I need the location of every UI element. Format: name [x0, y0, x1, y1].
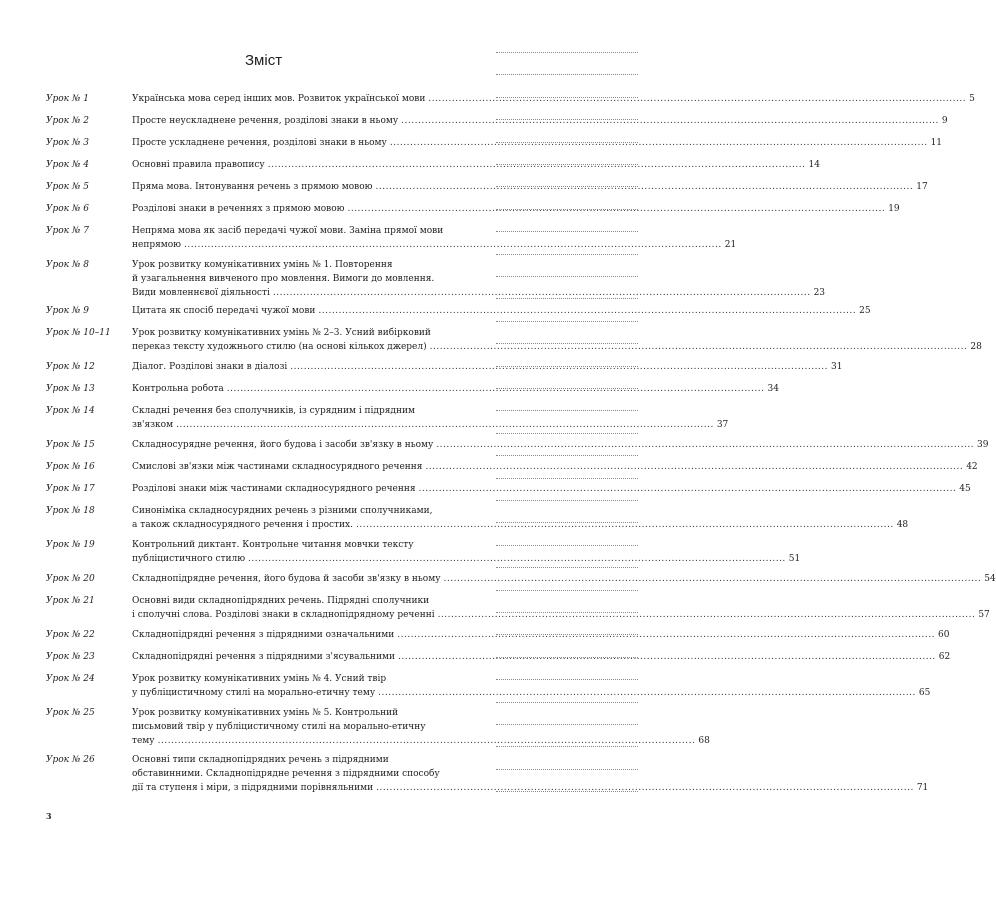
lesson-title-line: публіцистичного стилю ................................................................................................................................................................ 51 — [132, 554, 801, 564]
page-ref: 11 — [930, 138, 943, 148]
lesson-title-line: Урок розвитку комунікативних умінь № 5. Контрольний — [132, 708, 399, 718]
note-line — [496, 724, 638, 725]
lesson-title — [132, 572, 996, 586]
lesson-title-line: а також складносурядного речення і простих. ................................................................................................................................................................ 48 — [132, 520, 909, 530]
lesson-label: Урок № 17 — [46, 484, 95, 494]
dot-leader: ................................................................................................................................................................ — [184, 240, 722, 250]
page-ref: 19 — [888, 204, 900, 214]
lesson-title — [132, 326, 982, 354]
lesson-title-line: Синоніміка складносурядних речень з різними сполучниками, — [132, 506, 433, 516]
lesson-title-line: переказ тексту художнього стилю (на основі кількох джерел) ................................................................................................................................................................ 28 — [132, 342, 982, 352]
note-line — [496, 791, 638, 792]
lesson-title-line: письмовий твір у публіцистичному стилі на морально-етичну — [132, 722, 426, 732]
note-line — [496, 254, 638, 255]
dot-leader: ................................................................................................................................................................ — [418, 484, 957, 494]
page-ref: 57 — [978, 610, 990, 620]
page-ref: 62 — [938, 652, 951, 662]
note-line — [496, 455, 638, 456]
lesson-title — [132, 158, 820, 172]
note-line — [496, 679, 638, 680]
note-line — [496, 276, 638, 277]
page-number: 3 — [46, 811, 52, 821]
lesson-title — [132, 504, 909, 532]
lesson-label: Урок № 9 — [46, 306, 90, 316]
note-line — [496, 52, 638, 53]
lesson-title-line: зв'язком ................................................................................................................................................................ 37 — [132, 420, 729, 430]
dot-leader: ................................................................................................................................................................ — [355, 520, 894, 530]
lesson-title-line: Українська мова серед інших мов. Розвиток української мови ................................................................................................................................................................ 5 — [132, 94, 975, 104]
note-line — [496, 97, 638, 98]
dot-leader: ................................................................................................................................................................ — [401, 116, 939, 126]
lesson-title-line: непрямою ................................................................................................................................................................ 21 — [132, 240, 737, 250]
lesson-title-line: Просте неускладнене речення, розділові знаки в ньому ................................................................................................................................................................ 9 — [132, 116, 948, 126]
lesson-label: Урок № 18 — [46, 506, 95, 516]
dot-leader: ................................................................................................................................................................ — [318, 306, 857, 316]
lesson-title-line: і сполучні слова. Розділові знаки в складнопідрядному реченні ................................................................................................................................................................ 57 — [132, 610, 990, 620]
lesson-title — [132, 382, 779, 396]
lesson-title-line: Складнопідрядне речення, його будова й засоби зв'язку в ньому ................................................................................................................................................................ 54 — [132, 574, 996, 584]
lesson-label: Урок № 3 — [46, 138, 90, 148]
lesson-label: Урок № 13 — [46, 384, 95, 394]
lesson-title-line: й узагальнення вивченого про мовлення. Вимоги до мовлення. — [132, 274, 435, 284]
lesson-title — [132, 258, 826, 300]
note-line — [496, 769, 638, 770]
page-ref: 65 — [918, 688, 931, 698]
lesson-title-line: Основні правила правопису ................................................................................................................................................................ 14 — [132, 160, 820, 170]
lesson-title-line: Цитата як спосіб передачі чужої мови ................................................................................................................................................................ 25 — [132, 306, 871, 316]
lesson-label: Урок № 10–11 — [46, 328, 111, 338]
lesson-label: Урок № 15 — [46, 440, 95, 450]
lesson-title — [132, 202, 900, 216]
note-line — [496, 612, 638, 613]
page-ref: 25 — [859, 306, 871, 316]
lesson-label: Урок № 6 — [46, 204, 90, 214]
dot-leader: ................................................................................................................................................................ — [267, 160, 806, 170]
page-ref: 60 — [937, 630, 950, 640]
lesson-title — [132, 628, 950, 642]
note-line — [496, 388, 638, 389]
note-line — [496, 366, 638, 367]
lesson-label: Урок № 12 — [46, 362, 95, 372]
lesson-title — [132, 672, 931, 700]
note-line — [496, 209, 638, 210]
lesson-title-line: Контрольний диктант. Контрольне читання мовчки тексту — [132, 540, 414, 550]
dot-leader: ................................................................................................................................................................ — [226, 384, 765, 394]
note-line — [496, 74, 638, 75]
lesson-label: Урок № 7 — [46, 226, 90, 236]
dot-leader: ................................................................................................................................................................ — [248, 554, 786, 564]
notes-column — [496, 0, 644, 900]
dot-leader: ................................................................................................................................................................ — [272, 288, 811, 298]
note-line — [496, 231, 638, 232]
lesson-title-line: Урок розвитку комунікативних умінь № 1. Повторення — [132, 260, 393, 270]
lesson-title — [132, 360, 843, 374]
page-ref: 68 — [698, 736, 710, 746]
lesson-label: Урок № 14 — [46, 406, 95, 416]
page-ref: 17 — [916, 182, 928, 192]
dot-leader: ................................................................................................................................................................ — [398, 652, 936, 662]
lesson-label: Урок № 4 — [46, 160, 90, 170]
note-line — [496, 142, 638, 143]
note-line — [496, 545, 638, 546]
lesson-label: Урок № 25 — [46, 708, 95, 718]
lesson-title-line: Контрольна робота ................................................................................................................................................................ 34 — [132, 384, 779, 394]
note-line — [496, 567, 638, 568]
note-line — [496, 119, 638, 120]
dot-leader: ................................................................................................................................................................ — [347, 204, 886, 214]
page-title: Зміст — [245, 52, 283, 69]
page-ref: 51 — [788, 554, 801, 564]
lesson-title — [132, 438, 989, 452]
note-line — [496, 164, 638, 165]
page-ref: 39 — [977, 440, 989, 450]
lesson-title-line: Складнопідрядні речення з підрядними з'ясувальними ................................................................................................................................................................ 62 — [132, 652, 951, 662]
lesson-title-line: Основні типи складнопідрядних речень з підрядними — [132, 755, 389, 765]
lesson-label: Урок № 1 — [46, 94, 90, 104]
note-line — [496, 343, 638, 344]
lesson-label: Урок № 26 — [46, 755, 95, 765]
note-line — [496, 433, 638, 434]
lesson-title-line: Смислові зв'язки між частинами складносурядного речення ................................................................................................................................................................ 42 — [132, 462, 978, 472]
lesson-title-line: Урок розвитку комунікативних умінь № 2–3. Усний вибірковий — [132, 328, 431, 338]
page-ref: 23 — [813, 288, 826, 298]
page-ref: 34 — [767, 384, 779, 394]
lesson-title-line: Непряма мова як засіб передачі чужої мови. Заміна прямої мови — [132, 226, 444, 236]
note-line — [496, 634, 638, 635]
note-line — [496, 657, 638, 658]
lesson-label: Урок № 23 — [46, 652, 95, 662]
lesson-title-line: Урок розвитку комунікативних умінь № 4. Усний твір — [132, 674, 387, 684]
page-ref: 71 — [916, 783, 929, 793]
page-ref: 54 — [984, 574, 996, 584]
lesson-title-line: тему ................................................................................................................................................................ 68 — [132, 736, 710, 746]
lesson-title-line: у публіцистичному стилі на морально-етичну тему ................................................................................................................................................................ 65 — [132, 688, 931, 698]
note-line — [496, 321, 638, 322]
note-line — [496, 500, 638, 501]
dot-leader: ................................................................................................................................................................ — [437, 610, 976, 620]
lesson-title — [132, 706, 710, 748]
note-line — [496, 186, 638, 187]
dot-leader: ................................................................................................................................................................ — [157, 736, 696, 746]
dot-leader: ................................................................................................................................................................ — [176, 420, 714, 430]
lesson-label: Урок № 2 — [46, 116, 90, 126]
lesson-title-line: Основні види складнопідрядних речень. Підрядні сполучники — [132, 596, 430, 606]
lesson-title — [132, 92, 975, 106]
lesson-title — [132, 650, 951, 664]
lesson-label: Урок № 24 — [46, 674, 95, 684]
lesson-title — [132, 460, 978, 474]
note-line — [496, 478, 638, 479]
note-line — [496, 746, 638, 747]
lesson-label: Урок № 5 — [46, 182, 90, 192]
lesson-title — [132, 753, 929, 795]
note-line — [496, 298, 638, 299]
lesson-title-line: Складні речення без сполучників, із сурядним і підрядним — [132, 406, 415, 416]
lesson-label: Урок № 21 — [46, 596, 95, 606]
page-ref: 31 — [831, 362, 843, 372]
dot-leader: ................................................................................................................................................................ — [376, 783, 914, 793]
note-line — [496, 702, 638, 703]
lesson-label: Урок № 16 — [46, 462, 95, 472]
lesson-title-line: дії та ступеня і міри, з підрядними порівняльними ................................................................................................................................................................ 71 — [132, 783, 929, 793]
dot-leader: ................................................................................................................................................................ — [428, 94, 967, 104]
lesson-title — [132, 136, 943, 150]
page-ref: 45 — [959, 484, 971, 494]
dot-leader: ................................................................................................................................................................ — [375, 182, 914, 192]
lesson-title-line: обставинними. Складнопідрядне речення з підрядними способу — [132, 769, 440, 779]
page-ref: 5 — [969, 94, 975, 104]
lesson-label: Урок № 19 — [46, 540, 95, 550]
lesson-title — [132, 594, 990, 622]
dot-leader: ................................................................................................................................................................ — [290, 362, 829, 372]
dot-leader: ................................................................................................................................................................ — [378, 688, 916, 698]
dot-leader: ................................................................................................................................................................ — [436, 440, 975, 450]
lesson-label: Урок № 22 — [46, 630, 95, 640]
lesson-title-line: Просте ускладнене речення, розділові знаки в ньому ................................................................................................................................................................ 11 — [132, 138, 943, 148]
dot-leader: ................................................................................................................................................................ — [425, 462, 964, 472]
note-line — [496, 522, 638, 523]
lesson-title-line: Складносурядне речення, його будова і засоби зв'язку в ньому ................................................................................................................................................................ 39 — [132, 440, 989, 450]
dot-leader: ................................................................................................................................................................ — [443, 574, 982, 584]
lesson-label: Урок № 20 — [46, 574, 95, 584]
lesson-title — [132, 538, 801, 566]
lesson-title — [132, 224, 737, 252]
dot-leader: ................................................................................................................................................................ — [429, 342, 968, 352]
dot-leader: ................................................................................................................................................................ — [389, 138, 928, 148]
lesson-title — [132, 180, 928, 194]
lesson-title-line: Пряма мова. Інтонування речень з прямою мовою ................................................................................................................................................................ 17 — [132, 182, 928, 192]
lesson-title-line: Діалог. Розділові знаки в діалозі ................................................................................................................................................................ 31 — [132, 362, 843, 372]
lesson-title — [132, 482, 971, 496]
lesson-title-line: Види мовленнєвої діяльності ................................................................................................................................................................ 23 — [132, 288, 826, 298]
lesson-title — [132, 304, 871, 318]
page-ref: 28 — [970, 342, 982, 352]
page-ref: 21 — [724, 240, 737, 250]
page-ref: 37 — [716, 420, 729, 430]
lesson-label: Урок № 8 — [46, 260, 90, 270]
lesson-title — [132, 404, 729, 432]
page-ref: 48 — [896, 520, 909, 530]
lesson-title-line: Розділові знаки між частинами складносурядного речення ................................................................................................................................................................ 45 — [132, 484, 971, 494]
page-ref: 42 — [966, 462, 978, 472]
page-ref: 9 — [941, 116, 948, 126]
lesson-title-line: Складнопідрядні речення з підрядними означальними ................................................................................................................................................................ 60 — [132, 630, 950, 640]
dot-leader: ................................................................................................................................................................ — [397, 630, 935, 640]
lesson-title — [132, 114, 948, 128]
note-line — [496, 410, 638, 411]
lesson-title-line: Розділові знаки в реченнях з прямою мовою ................................................................................................................................................................ 19 — [132, 204, 900, 214]
page-ref: 14 — [808, 160, 820, 170]
note-line — [496, 590, 638, 591]
